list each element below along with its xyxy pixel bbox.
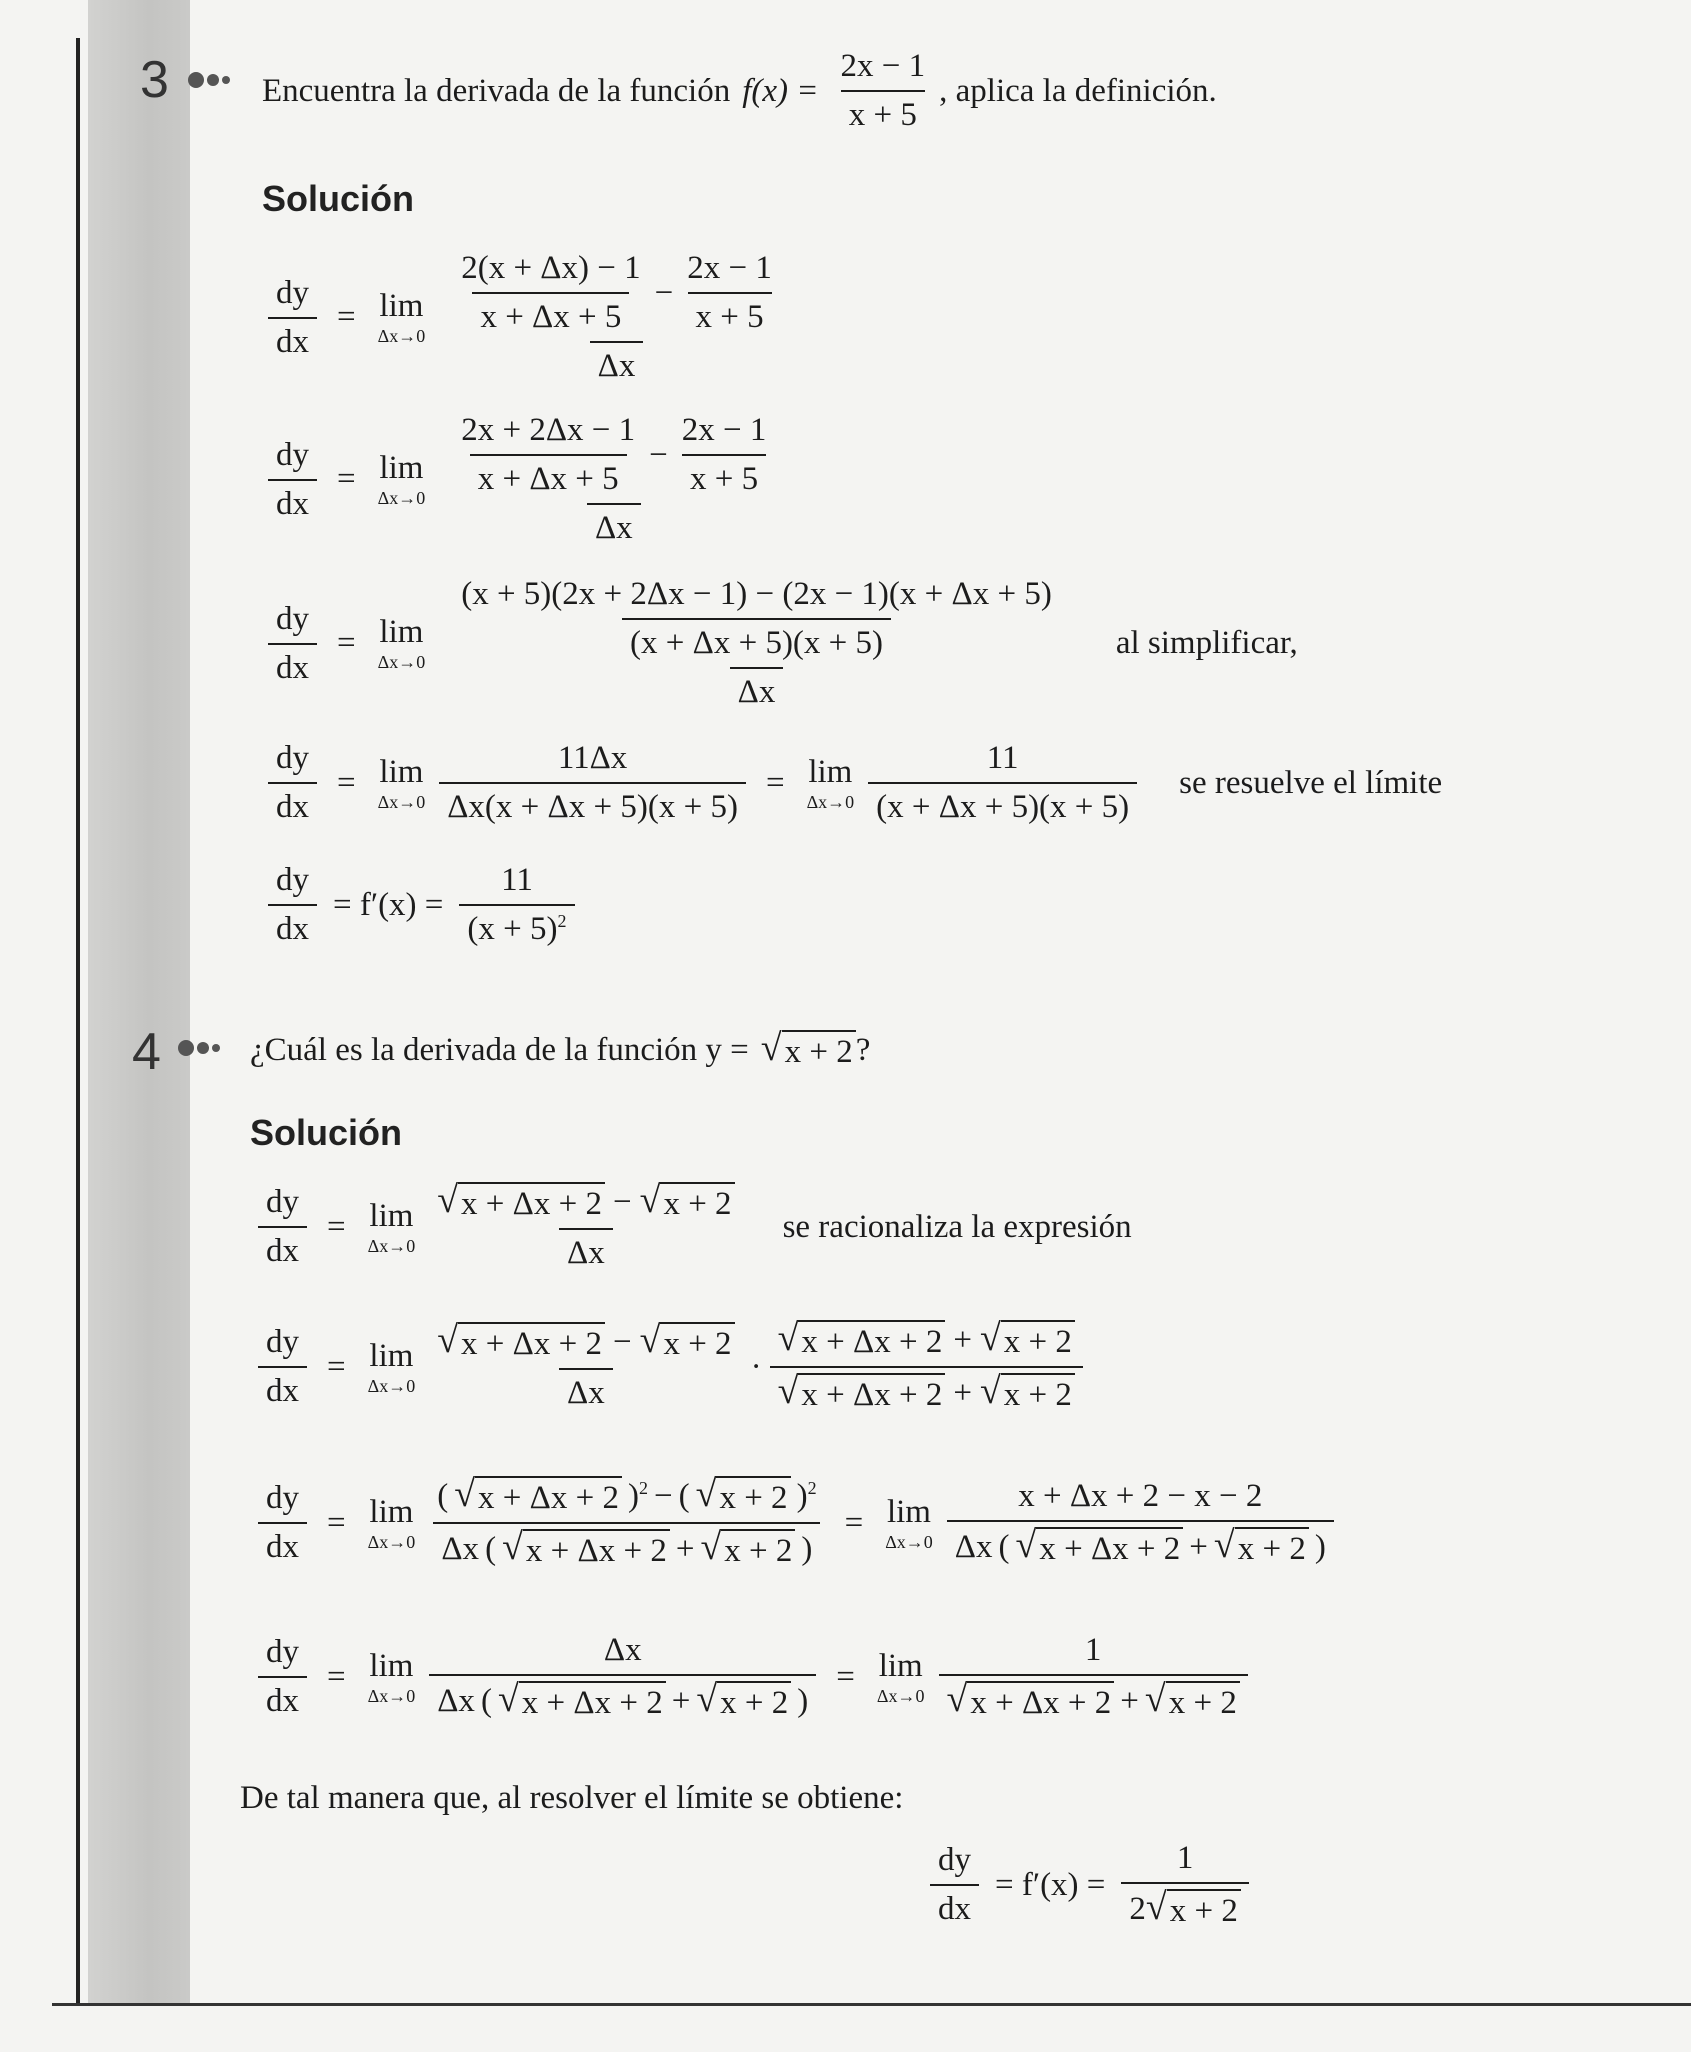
bottom-rule	[52, 2003, 1691, 2006]
p3-equation-2: $\frac{dy}{dx}$ = lim Δx→0 $\frac{2x + 2\Delta x - 1}{x + \Delta x + 5}$ − $\frac{2x - 1}{x + 5}$ Δx	[262, 412, 794, 547]
limit: lim Δx→0	[377, 288, 426, 346]
problem-3-text-after: , aplica la definición.	[939, 72, 1217, 109]
p4-equation-2: $\frac{dy}{dx}$ = lim Δx→0 √ x + Δx + 2 − √ x + 2 Δx · √ x + Δx + 2 + √ x + 2 √ x + Δx + 2 + √ x + 2	[252, 1320, 1089, 1414]
function-fraction	[833, 48, 934, 134]
comment-simplify: al simplificar,	[1115, 625, 1298, 661]
fraction-denominator: x + 5	[841, 90, 925, 134]
solution-heading: Solución	[262, 178, 414, 219]
dydx: $\frac{dy}{dx}$	[268, 275, 317, 361]
p3-equation-1: $\frac{dy}{dx}$ = lim Δx→0 $\frac{2(x + \Delta x) - 1}{x + \Delta x + 5}$ − $\frac{2x - 1}{x + 5}$ Δx	[262, 250, 800, 385]
margin-gray-band	[88, 0, 190, 2005]
function-lhs: f(x) =	[742, 72, 819, 109]
p4-final-result: $\frac{dy}{dx}$ = f′(x) = 1 2 √ x + 2	[924, 1840, 1255, 1930]
problem-3-number: 3	[140, 51, 169, 109]
margin-vertical-rule	[76, 38, 80, 2005]
solution-heading: Solución	[250, 1112, 402, 1153]
problem-4-number: 4	[132, 1023, 161, 1081]
comment-rationalize: se racionaliza la expresión	[782, 1208, 1132, 1245]
conclusion-text: De tal manera que, al resolver el límite se obtiene:	[240, 1780, 904, 1816]
p4-equation-3: $\frac{dy}{dx}$ = lim Δx→0 ( √ x + Δx + 2 )$^2$ − ( √ x + 2 )$^2$ Δx ( √ x + Δx + 2 + √ x + 2 ) = lim Δx→0 x + Δx + 2 − x − 2 Δx ( √ x + Δx + 2 + √ x + 2 )	[252, 1476, 1340, 1570]
bullet-dots-icon	[178, 1040, 220, 1056]
problem-3-text: Encuentra la derivada de la función	[262, 72, 731, 109]
p4-equation-1: $\frac{dy}{dx}$ = lim Δx→0 √ x + Δx + 2 − √ x + 2 Δx se racionaliza la expresión	[252, 1182, 1132, 1272]
problem-3-statement	[262, 48, 1217, 134]
bullet-dots-icon	[188, 72, 230, 88]
problem-4-statement: ¿Cuál es la derivada de la función y = √ x + 2 ?	[250, 1027, 871, 1070]
comment-resolve: se resuelve el límite	[1179, 764, 1443, 801]
compound-fraction: $\frac{2(x + \Delta x) - 1}{x + \Delta x + 5}$ − $\frac{2x - 1}{x + 5}$ Δx	[461, 250, 772, 384]
p3-equation-4: $\frac{dy}{dx}$ = lim Δx→0 $\frac{11\Delta x}{\Delta x(x + \Delta x + 5)(x + 5)}$ = lim Δx→0 $\frac{11}{(x + \Delta x + 5)(x + 5)}$ se resuelve el límite	[262, 740, 1442, 826]
fraction-numerator: 2x − 1	[840, 48, 926, 84]
p3-equation-3: $\frac{dy}{dx}$ = lim Δx→0 $\frac{(x + 5)(2x + 2\Delta x - 1) - (2x - 1)(x + \Delta x + 5)}{(x + \Delta x + 5)(x + 5)}$ Δx al simplificar,	[262, 576, 1298, 711]
problem-4-text: ¿Cuál es la derivada de la función y =	[250, 1032, 749, 1068]
p4-equation-4: $\frac{dy}{dx}$ = lim Δx→0 Δx Δx ( √ x + Δx + 2 + √ x + 2 ) = lim Δx→0 1 √ x + Δx + 2 + √ x + 2	[252, 1632, 1254, 1722]
p3-equation-5: $\frac{dy}{dx}$ = f′(x) = $\frac{11}{(x + 5)^2}$	[262, 862, 581, 948]
